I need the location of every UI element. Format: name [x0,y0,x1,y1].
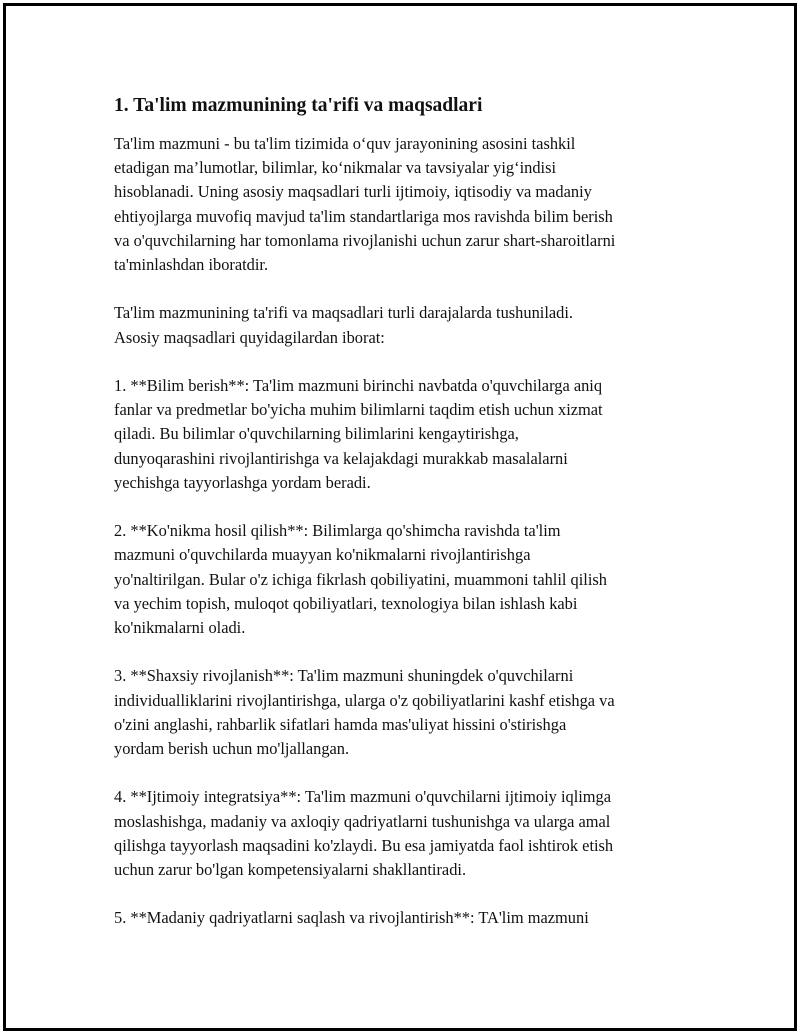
text-line: ta'minlashdan iboratdir. [114,255,269,275]
text-line: va yechim topish, muloqot qobiliyatlari, texnologiya bilan ishlash kabi [114,593,578,613]
list-item-personal-development [114,664,684,761]
text-line: va o'quvchilarning har tomonlama rivojlanishi uchun zarur shart-sharoitlarni [114,230,616,250]
text-line: 3. **Shaxsiy rivojlanish**: Ta'lim mazmuni shuningdek o'quvchilarni [114,666,574,686]
text-line: 2. **Ko'nikma hosil qilish**: Bilimlarga qo'shimcha ravishda ta'lim [114,521,561,541]
text-line: 4. **Ijtimoiy integratsiya**: Ta'lim mazmuni o'quvchilarni ijtimoiy iqlimga [114,787,612,807]
text-line: qilishga tayyorlash maqsadini ko'zlaydi. Bu esa jamiyatda faol ishtirok etish [114,835,614,855]
text-line: individualliklarini rivojlantirishga, ularga o'z qobiliyatlarini kashf etishga va [114,690,615,710]
document-body [114,92,684,955]
text-line: qiladi. Bu bilimlar o'quvchilarning bilimlarini kengaytirishga, [114,424,519,444]
text-line: moslashishga, madaniy va axloqiy qadriyatlarni tushunishga va ularga amal [114,811,611,831]
text-line: ehtiyojlarga muvofiq mavjud ta'lim standartlariga mos ravishda bilim berish [114,206,613,226]
text-line: dunyoqarashini rivojlantirishga va kelajakdagi murakkab masalalarni [114,448,568,468]
paragraph-intro [114,301,684,349]
text-line: Ta'lim mazmunining ta'rifi va maqsadlari turli darajalarda tushuniladi. [114,303,574,323]
text-line: Asosiy maqsadlari quyidagilardan iborat: [114,327,385,347]
text-line: uchun zarur bo'lgan kompetensiyalarni shakllantiradi. [114,860,467,880]
text-line: yo'naltirilgan. Bular o'z ichiga fikrlash qobiliyatini, muammoni tahlil qilish [114,569,607,589]
list-item-knowledge [114,374,684,495]
list-item-skills [114,519,684,640]
section-heading: 1. Ta'lim mazmunining ta'rifi va maqsadlari [114,95,483,116]
list-item-cultural-values [114,906,684,930]
text-line: Ta'lim mazmuni - bu ta'lim tizimida o‘quv jarayonining asosini tashkil [114,134,576,153]
list-item-social-integration [114,785,684,882]
text-line: yordam berish uchun mo'ljallangan. [114,739,350,759]
paragraph-definition [114,132,684,277]
text-line: fanlar va predmetlar bo'yicha muhim bilimlarni taqdim etish uchun xizmat [114,400,603,420]
text-line: ko'nikmalarni oladi. [114,618,246,638]
text-line: 1. **Bilim berish**: Ta'lim mazmuni birinchi navbatda o'quvchilarga aniq [114,376,603,395]
text-line: 5. **Madaniy qadriyatlarni saqlash va rivojlantirish**: TA'lim mazmuni [114,908,589,928]
text-line: hisoblanadi. Uning asosiy maqsadlari turli ijtimoiy, iqtisodiy va madaniy [114,182,592,202]
text-line: etadigan ma’lumotlar, bilimlar, ko‘nikmalar va tavsiyalar yig‘indisi [114,158,557,178]
text-line: mazmuni o'quvchilarda muayyan ko'nikmalarni rivojlantirishga [114,545,531,565]
text-line: yechishga tayyorlashga yordam beradi. [114,472,371,492]
text-line: o'zini anglashi, rahbarlik sifatlari hamda mas'uliyat hissini o'stirishga [114,714,567,734]
